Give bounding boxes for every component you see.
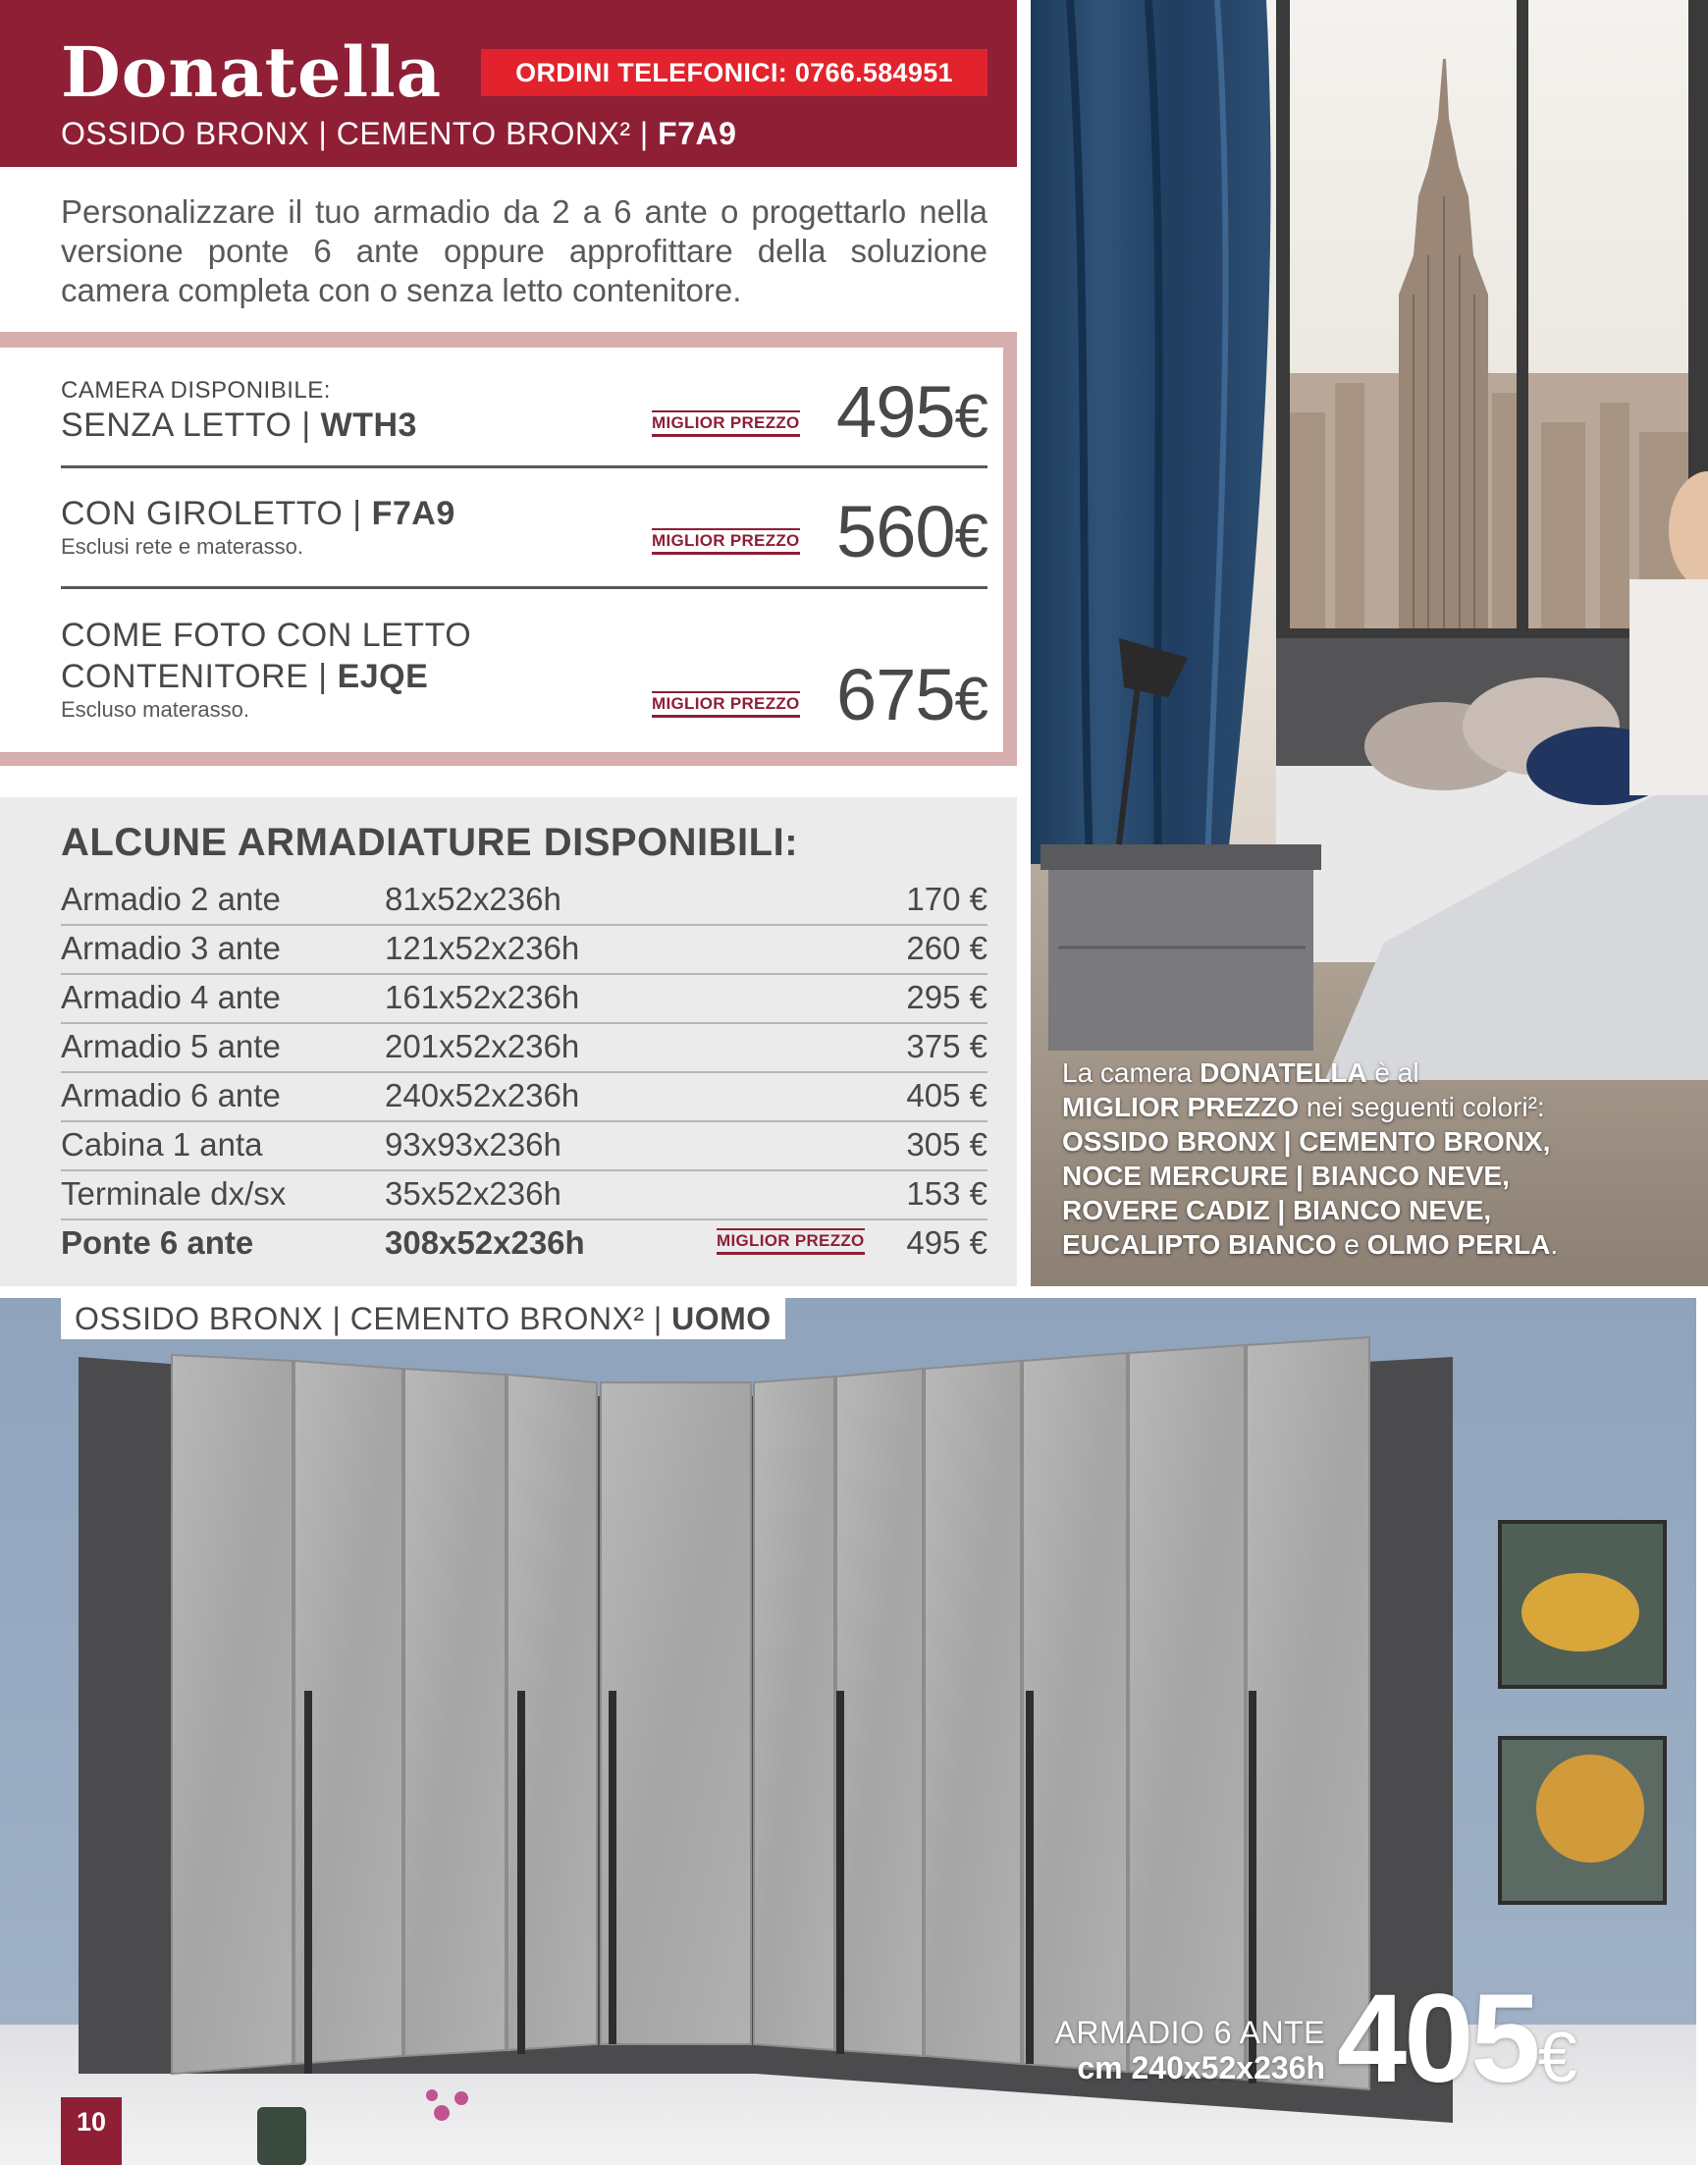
option-label: CON GIROLETTO | F7A9	[61, 495, 455, 532]
wardrobe-price: 405€	[1337, 1969, 1575, 2109]
option-price: 495€	[836, 371, 987, 453]
option-price: 560€	[836, 491, 987, 572]
price-row-letto-contenitore	[61, 615, 987, 735]
option-label: CONTENITORE | EJQE	[61, 658, 429, 695]
wardrobes-heading: ALCUNE ARMADIATURE DISPONIBILI:	[61, 821, 799, 864]
price-row-senza-letto	[61, 371, 987, 453]
option-price: 675€	[836, 654, 987, 735]
divider	[61, 586, 987, 589]
wardrobe-row: Armadio 5 ante 201x52x236h 375 €	[61, 1022, 987, 1073]
option-label-line1: COME FOTO CON LETTO	[61, 617, 472, 654]
wardrobe-row: Cabina 1 anta 93x93x236h 305 €	[61, 1120, 987, 1171]
page-title: Donatella	[61, 31, 443, 113]
page-number: 10	[61, 2097, 122, 2165]
best-price-badge: MIGLIOR PREZZO	[652, 528, 800, 555]
option-note: Escluso materasso.	[61, 697, 249, 722]
wardrobe-row: Armadio 2 ante 81x52x236h 170 €	[61, 875, 987, 926]
camera-heading: CAMERA DISPONIBILE:	[61, 377, 331, 404]
finish-code: F7A9	[658, 116, 737, 151]
option-label: SENZA LETTO | WTH3	[61, 406, 417, 444]
wardrobe-product-caption: ARMADIO 6 ANTE cm 240x52x236h	[1054, 2015, 1325, 2085]
best-price-badge: MIGLIOR PREZZO	[717, 1228, 865, 1255]
wardrobe-row: Armadio 3 ante 121x52x236h 260 €	[61, 924, 987, 975]
wardrobe-row: Armadio 6 ante 240x52x236h 405 €	[61, 1071, 987, 1122]
price-row-giroletto	[61, 491, 987, 572]
best-price-badge: MIGLIOR PREZZO	[652, 691, 800, 718]
wardrobe-row: Terminale dx/sx 35x52x236h 153 €	[61, 1169, 987, 1220]
wardrobe-row: Ponte 6 ante 308x52x236h MIGLIOR PREZZO 495 €	[61, 1224, 987, 1261]
intro-paragraph: Personalizzare il tuo armadio da 2 a 6 ante o progettarlo nella versione ponte 6 ante oppure approfittare della soluzione camera completa con o senza letto contenitore.	[61, 193, 987, 308]
finish-text: OSSIDO BRONX | CEMENTO BRONX² |	[61, 116, 649, 151]
finish-subtitle	[61, 114, 736, 153]
divider	[61, 465, 987, 468]
option-note: Esclusi rete e materasso.	[61, 534, 303, 559]
best-price-badge: MIGLIOR PREZZO	[652, 410, 800, 437]
bedroom-caption: La camera DONATELLA è al MIGLIOR PREZZO nei seguenti colori²: OSSIDO BRONX | CEMENTO BRONX, NOCE MERCURE | BIANCO NEVE, ROVERE CADIZ | BIANCO NEVE, EUCALIPTO BIANCO e OLMO PERLA.	[1062, 1057, 1559, 1260]
wardrobe-finish-label: OSSIDO BRONX | CEMENTO BRONX² | UOMO	[61, 1298, 785, 1339]
phone-order-badge[interactable]: ORDINI TELEFONICI: 0766.584951	[481, 49, 987, 96]
wardrobe-row: Armadio 4 ante 161x52x236h 295 €	[61, 973, 987, 1024]
